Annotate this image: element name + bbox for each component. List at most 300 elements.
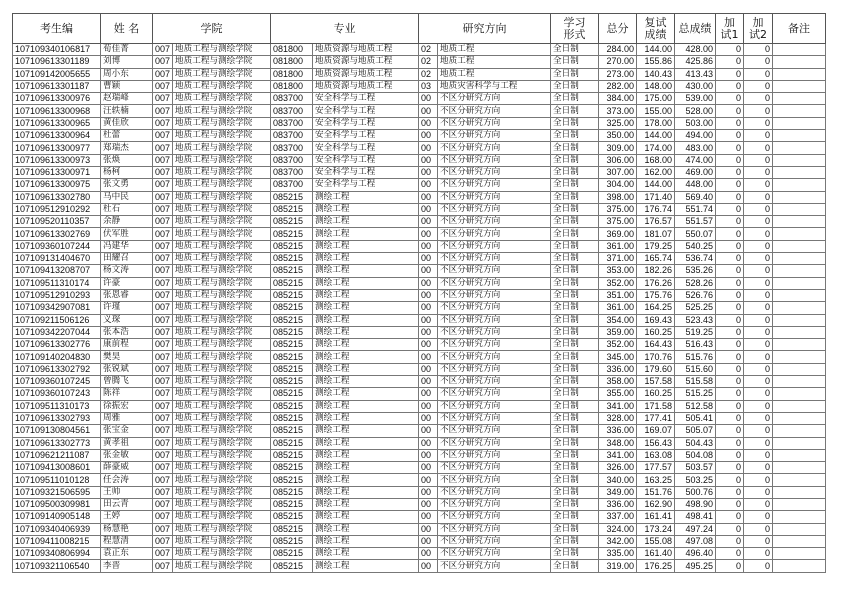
college-code-cell: 007 [153,474,173,486]
college-name-cell: 地质工程与测绘学院 [173,376,271,388]
retest-cell: 163.25 [637,474,675,486]
college-name-cell: 地质工程与测绘学院 [173,548,271,560]
direction-name-cell: 不区分研究方向 [438,105,551,117]
id-cell: 107109511310173 [13,400,101,412]
table-row [13,166,826,178]
direction-name-cell: 不区分研究方向 [438,363,551,375]
total-cell: 348.00 [599,437,637,449]
direction-code-cell: 00 [419,486,438,498]
mode-cell: 全日制 [551,351,599,363]
direction-code-cell: 00 [419,179,438,191]
direction-code-cell: 02 [419,68,438,80]
name-cell: 张宝金 [101,425,153,437]
table-row [13,117,826,129]
major-name-cell: 测绘工程 [313,511,419,523]
direction-code-cell: 00 [419,289,438,301]
major-code-cell: 085215 [271,425,313,437]
college-name-cell: 地质工程与测绘学院 [173,339,271,351]
total-cell: 384.00 [599,93,637,105]
extra1-cell: 0 [716,191,744,203]
final-cell: 551.74 [675,203,716,215]
header-extra1: 加 试1 [716,14,744,44]
name-cell: 程慧清 [101,535,153,547]
table-row [13,130,826,142]
direction-code-cell: 00 [419,412,438,424]
extra2-cell: 0 [744,437,773,449]
final-cell: 474.00 [675,154,716,166]
college-name-cell: 地质工程与测绘学院 [173,253,271,265]
retest-cell: 181.07 [637,228,675,240]
major-name-cell: 安全科学与工程 [313,166,419,178]
mode-cell: 全日制 [551,363,599,375]
major-code-cell: 085215 [271,289,313,301]
major-name-cell: 测绘工程 [313,314,419,326]
id-cell: 107109613300976 [13,93,101,105]
retest-cell: 179.60 [637,363,675,375]
score-table [12,13,826,573]
major-code-cell: 085215 [271,449,313,461]
name-cell: 张锐斌 [101,363,153,375]
id-cell: 107109413208707 [13,265,101,277]
name-cell: 荀佳菁 [101,44,153,56]
major-code-cell: 085215 [271,462,313,474]
total-cell: 373.00 [599,105,637,117]
mode-cell: 全日制 [551,412,599,424]
remark-cell [773,203,826,215]
id-cell: 107109613300973 [13,154,101,166]
remark-cell [773,535,826,547]
remark-cell [773,388,826,400]
college-code-cell: 007 [153,277,173,289]
id-cell: 107109613302776 [13,339,101,351]
name-cell: 张焕 [101,154,153,166]
mode-cell: 全日制 [551,105,599,117]
table-row [13,154,826,166]
name-cell: 许瑾 [101,302,153,314]
mode-cell: 全日制 [551,240,599,252]
direction-code-cell: 00 [419,462,438,474]
table-row [13,289,826,301]
id-cell: 107109613302773 [13,437,101,449]
id-cell: 107109613300975 [13,179,101,191]
college-code-cell: 007 [153,130,173,142]
direction-code-cell: 00 [419,363,438,375]
remark-cell [773,56,826,68]
direction-name-cell: 不区分研究方向 [438,240,551,252]
name-cell: 余静 [101,216,153,228]
retest-cell: 148.00 [637,80,675,92]
final-cell: 525.25 [675,302,716,314]
extra2-cell: 0 [744,265,773,277]
extra2-cell: 0 [744,228,773,240]
mode-cell: 全日制 [551,80,599,92]
total-cell: 371.00 [599,253,637,265]
major-name-cell: 测绘工程 [313,376,419,388]
major-code-cell: 085215 [271,388,313,400]
major-name-cell: 测绘工程 [313,216,419,228]
remark-cell [773,523,826,535]
college-code-cell: 007 [153,142,173,154]
remark-cell [773,326,826,338]
remark-cell [773,44,826,56]
major-name-cell: 测绘工程 [313,326,419,338]
extra2-cell: 0 [744,277,773,289]
final-cell: 496.40 [675,548,716,560]
college-name-cell: 地质工程与测绘学院 [173,388,271,400]
college-name-cell: 地质工程与测绘学院 [173,154,271,166]
final-cell: 497.08 [675,535,716,547]
remark-cell [773,548,826,560]
retest-cell: 163.08 [637,449,675,461]
name-cell: 周雅 [101,412,153,424]
major-name-cell: 测绘工程 [313,289,419,301]
mode-cell: 全日制 [551,93,599,105]
direction-code-cell: 00 [419,351,438,363]
college-name-cell: 地质工程与测绘学院 [173,240,271,252]
table-row [13,363,826,375]
remark-cell [773,265,826,277]
college-code-cell: 007 [153,105,173,117]
extra2-cell: 0 [744,253,773,265]
college-name-cell: 地质工程与测绘学院 [173,105,271,117]
name-cell: 许豪 [101,277,153,289]
header-retest: 复试 成绩 [637,14,675,44]
college-name-cell: 地质工程与测绘学院 [173,80,271,92]
major-name-cell: 测绘工程 [313,412,419,424]
id-cell: 107109511310174 [13,277,101,289]
id-cell: 107109413008601 [13,462,101,474]
direction-code-cell: 00 [419,535,438,547]
extra1-cell: 0 [716,388,744,400]
final-cell: 425.86 [675,56,716,68]
remark-cell [773,339,826,351]
extra1-cell: 0 [716,56,744,68]
direction-name-cell: 不区分研究方向 [438,388,551,400]
extra2-cell: 0 [744,560,773,572]
extra1-cell: 0 [716,535,744,547]
major-name-cell: 测绘工程 [313,425,419,437]
extra1-cell: 0 [716,486,744,498]
college-name-cell: 地质工程与测绘学院 [173,560,271,572]
remark-cell [773,154,826,166]
direction-name-cell: 不区分研究方向 [438,289,551,301]
college-name-cell: 地质工程与测绘学院 [173,511,271,523]
id-cell: 107109342907081 [13,302,101,314]
retest-cell: 176.74 [637,203,675,215]
total-cell: 328.00 [599,412,637,424]
college-code-cell: 007 [153,535,173,547]
extra1-cell: 0 [716,203,744,215]
final-cell: 494.00 [675,130,716,142]
retest-cell: 144.00 [637,130,675,142]
remark-cell [773,302,826,314]
final-cell: 526.76 [675,289,716,301]
remark-cell [773,511,826,523]
name-cell: 刘博 [101,56,153,68]
id-cell: 107109613300964 [13,130,101,142]
total-cell: 355.00 [599,388,637,400]
name-cell: 王帅 [101,486,153,498]
total-cell: 284.00 [599,44,637,56]
final-cell: 519.25 [675,326,716,338]
extra2-cell: 0 [744,216,773,228]
name-cell: 义琛 [101,314,153,326]
total-cell: 336.00 [599,363,637,375]
college-name-cell: 地质工程与测绘学院 [173,179,271,191]
college-code-cell: 007 [153,437,173,449]
mode-cell: 全日制 [551,326,599,338]
retest-cell: 177.41 [637,412,675,424]
header-college: 学院 [153,14,271,44]
direction-name-cell: 不区分研究方向 [438,548,551,560]
retest-cell: 169.07 [637,425,675,437]
direction-code-cell: 00 [419,314,438,326]
total-cell: 341.00 [599,449,637,461]
table-row [13,93,826,105]
college-code-cell: 007 [153,289,173,301]
direction-code-cell: 00 [419,240,438,252]
college-code-cell: 007 [153,548,173,560]
extra1-cell: 0 [716,523,744,535]
college-code-cell: 007 [153,44,173,56]
direction-code-cell: 00 [419,376,438,388]
id-cell: 107109342207044 [13,326,101,338]
table-row [13,511,826,523]
name-cell: 冯建华 [101,240,153,252]
extra1-cell: 0 [716,93,744,105]
direction-name-cell: 地质工程 [438,44,551,56]
extra1-cell: 0 [716,277,744,289]
extra1-cell: 0 [716,302,744,314]
final-cell: 428.00 [675,44,716,56]
final-cell: 515.60 [675,363,716,375]
college-code-cell: 007 [153,253,173,265]
college-code-cell: 007 [153,265,173,277]
mode-cell: 全日制 [551,265,599,277]
total-cell: 336.00 [599,425,637,437]
direction-name-cell: 不区分研究方向 [438,486,551,498]
retest-cell: 179.25 [637,240,675,252]
retest-cell: 157.58 [637,376,675,388]
mode-cell: 全日制 [551,437,599,449]
retest-cell: 144.00 [637,179,675,191]
retest-cell: 160.25 [637,326,675,338]
direction-name-cell: 不区分研究方向 [438,474,551,486]
extra2-cell: 0 [744,425,773,437]
college-code-cell: 007 [153,240,173,252]
direction-name-cell: 不区分研究方向 [438,228,551,240]
college-name-cell: 地质工程与测绘学院 [173,216,271,228]
college-name-cell: 地质工程与测绘学院 [173,191,271,203]
major-name-cell: 测绘工程 [313,191,419,203]
table-row [13,44,826,56]
id-cell: 107109613302780 [13,191,101,203]
direction-code-cell: 00 [419,425,438,437]
extra1-cell: 0 [716,68,744,80]
extra2-cell: 0 [744,523,773,535]
id-cell: 107109613302793 [13,412,101,424]
extra1-cell: 0 [716,462,744,474]
major-code-cell: 085215 [271,363,313,375]
table-row [13,191,826,203]
major-code-cell: 085215 [271,437,313,449]
name-cell: 赵瑞峰 [101,93,153,105]
major-name-cell: 测绘工程 [313,253,419,265]
retest-cell: 182.26 [637,265,675,277]
remark-cell [773,289,826,301]
name-cell: 杜石 [101,203,153,215]
direction-code-cell: 00 [419,548,438,560]
extra2-cell: 0 [744,166,773,178]
major-code-cell: 081800 [271,80,313,92]
retest-cell: 170.76 [637,351,675,363]
final-cell: 505.07 [675,425,716,437]
final-cell: 430.00 [675,80,716,92]
retest-cell: 151.76 [637,486,675,498]
major-code-cell: 085215 [271,265,313,277]
final-cell: 503.57 [675,462,716,474]
final-cell: 528.26 [675,277,716,289]
direction-name-cell: 不区分研究方向 [438,130,551,142]
final-cell: 498.41 [675,511,716,523]
major-code-cell: 085215 [271,498,313,510]
major-code-cell: 085215 [271,314,313,326]
mode-cell: 全日制 [551,511,599,523]
header-remark: 备注 [773,14,826,44]
retest-cell: 155.08 [637,535,675,547]
direction-name-cell: 不区分研究方向 [438,560,551,572]
college-code-cell: 007 [153,376,173,388]
name-cell: 周小东 [101,68,153,80]
header-name: 姓 名 [101,14,153,44]
total-cell: 337.00 [599,511,637,523]
college-name-cell: 地质工程与测绘学院 [173,142,271,154]
extra1-cell: 0 [716,449,744,461]
mode-cell: 全日制 [551,68,599,80]
mode-cell: 全日制 [551,376,599,388]
remark-cell [773,351,826,363]
table-row [13,548,826,560]
name-cell: 伏军胜 [101,228,153,240]
mode-cell: 全日制 [551,154,599,166]
mode-cell: 全日制 [551,535,599,547]
mode-cell: 全日制 [551,474,599,486]
college-code-cell: 007 [153,80,173,92]
mode-cell: 全日制 [551,400,599,412]
retest-cell: 155.00 [637,105,675,117]
extra1-cell: 0 [716,314,744,326]
major-code-cell: 081800 [271,68,313,80]
extra2-cell: 0 [744,376,773,388]
major-name-cell: 测绘工程 [313,462,419,474]
retest-cell: 169.43 [637,314,675,326]
total-cell: 361.00 [599,240,637,252]
college-code-cell: 007 [153,523,173,535]
major-code-cell: 083700 [271,179,313,191]
direction-name-cell: 地质工程 [438,68,551,80]
final-cell: 503.00 [675,117,716,129]
direction-name-cell: 地质灾害科学与工程 [438,80,551,92]
direction-code-cell: 00 [419,474,438,486]
mode-cell: 全日制 [551,462,599,474]
id-cell: 107109613301189 [13,56,101,68]
college-code-cell: 007 [153,326,173,338]
extra2-cell: 0 [744,548,773,560]
final-cell: 550.07 [675,228,716,240]
retest-cell: 174.00 [637,142,675,154]
college-code-cell: 007 [153,191,173,203]
final-cell: 500.76 [675,486,716,498]
mode-cell: 全日制 [551,289,599,301]
mode-cell: 全日制 [551,216,599,228]
name-cell: 田耀召 [101,253,153,265]
retest-cell: 165.74 [637,253,675,265]
extra1-cell: 0 [716,80,744,92]
table-row [13,216,826,228]
remark-cell [773,80,826,92]
major-code-cell: 085215 [271,302,313,314]
header-mode: 学习 形式 [551,14,599,44]
header-total: 总分 [599,14,637,44]
major-code-cell: 085215 [271,535,313,547]
total-cell: 306.00 [599,154,637,166]
id-cell: 107109340106817 [13,44,101,56]
total-cell: 361.00 [599,302,637,314]
major-code-cell: 085215 [271,511,313,523]
total-cell: 336.00 [599,498,637,510]
major-code-cell: 083700 [271,93,313,105]
final-cell: 515.76 [675,351,716,363]
name-cell: 曾腾飞 [101,376,153,388]
major-code-cell: 085215 [271,203,313,215]
table-row [13,142,826,154]
direction-name-cell: 不区分研究方向 [438,154,551,166]
direction-name-cell: 不区分研究方向 [438,376,551,388]
final-cell: 536.74 [675,253,716,265]
direction-name-cell: 不区分研究方向 [438,302,551,314]
major-code-cell: 085215 [271,400,313,412]
extra2-cell: 0 [744,474,773,486]
mode-cell: 全日制 [551,142,599,154]
major-name-cell: 测绘工程 [313,277,419,289]
direction-name-cell: 不区分研究方向 [438,498,551,510]
college-name-cell: 地质工程与测绘学院 [173,56,271,68]
direction-code-cell: 00 [419,216,438,228]
major-name-cell: 安全科学与工程 [313,142,419,154]
direction-code-cell: 00 [419,105,438,117]
extra2-cell: 0 [744,326,773,338]
retest-cell: 140.43 [637,68,675,80]
college-name-cell: 地质工程与测绘学院 [173,277,271,289]
extra2-cell: 0 [744,80,773,92]
table-row [13,339,826,351]
name-cell: 徐振宏 [101,400,153,412]
extra1-cell: 0 [716,253,744,265]
major-name-cell: 测绘工程 [313,437,419,449]
major-name-cell: 测绘工程 [313,388,419,400]
id-cell: 107109613302792 [13,363,101,375]
major-code-cell: 083700 [271,154,313,166]
remark-cell [773,474,826,486]
major-name-cell: 测绘工程 [313,498,419,510]
major-name-cell: 地质资源与地质工程 [313,56,419,68]
extra2-cell: 0 [744,449,773,461]
major-code-cell: 085215 [271,240,313,252]
retest-cell: 175.76 [637,289,675,301]
final-cell: 551.57 [675,216,716,228]
extra2-cell: 0 [744,154,773,166]
name-cell: 王婷 [101,511,153,523]
